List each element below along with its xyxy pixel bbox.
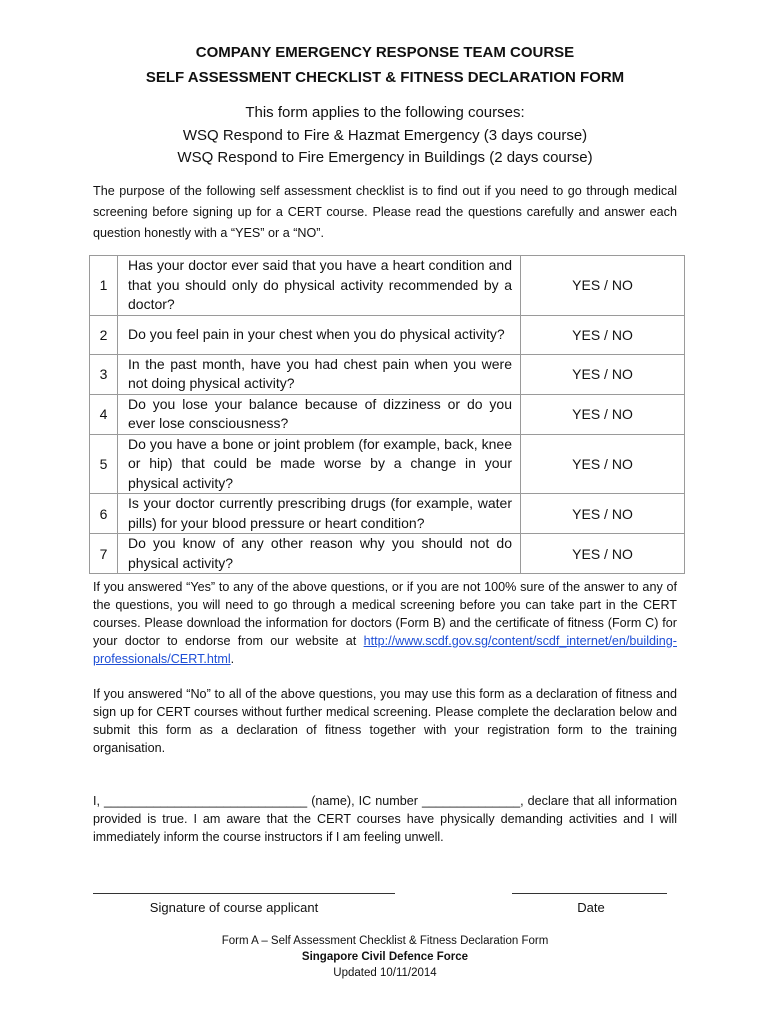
question-row [90, 256, 685, 316]
question-number: 3 [90, 354, 118, 394]
yes-instructions-text: If you answered “Yes” to any of the above questions, or if you are not 100% sure of the answer to any of the questions, you will need to go through a medical screening before you can take part in the CERT courses. Please download the information for doctors (Form B) and the certificate of fitness (Form C) for your doctor to endorse from our website at [93, 580, 677, 648]
date-line[interactable] [512, 893, 667, 894]
declaration-paragraph: I, _____________________________ (name), IC number ______________, declare that all information provided is true. I am aware that the CERT courses have physically demanding activities and I will immediately inform the course instructors if I am feeling unwell. [93, 794, 677, 844]
footer-updated-date: Updated 10/11/2014 [333, 967, 437, 979]
question-row [90, 494, 685, 534]
question-row [90, 434, 685, 494]
applicable-courses [0, 102, 770, 170]
applies-intro: This form applies to the following courses: [245, 104, 525, 121]
question-text: Do you lose your balance because of dizziness or do you ever lose consciousness? [118, 394, 521, 434]
course-item-1: WSQ Respond to Fire & Hazmat Emergency (3 days course) [182, 126, 588, 144]
question-number: 7 [90, 534, 118, 574]
question-row [90, 534, 685, 574]
purpose-paragraph: The purpose of the following self assessment checklist is to find out if you need to go through medical screening before signing up for a CERT course. Please read the questions carefully and answer each question honestly with a “YES” or a “NO”. [93, 184, 677, 240]
question-text: Has your doctor ever said that you have a heart condition and that you should only do physical activity recommended by a doctor? [118, 256, 521, 316]
yes-no-answer[interactable]: YES / NO [521, 315, 685, 354]
footer-form-name: Form A – Self Assessment Checklist & Fitness Declaration Form [221, 935, 549, 947]
question-row [90, 354, 685, 394]
scdf-website-link[interactable]: http://www.scdf.gov.sg/content/scdf_internet/en/building-professionals/CERT.html [93, 634, 677, 666]
course-item-2: WSQ Respond to Fire Emergency in Buildings (2 days course) [177, 149, 593, 166]
yes-no-answer[interactable]: YES / NO [521, 394, 685, 434]
yes-no-answer[interactable]: YES / NO [521, 256, 685, 316]
yes-no-answer[interactable]: YES / NO [521, 354, 685, 394]
date-label: Date [577, 900, 605, 915]
question-number: 2 [90, 315, 118, 354]
checklist-table [89, 255, 685, 574]
question-number: 5 [90, 434, 118, 494]
yes-instructions-end: . [230, 652, 235, 666]
question-row [90, 315, 685, 354]
question-text: Do you know of any other reason why you should not do physical activity? [118, 534, 521, 574]
question-number: 6 [90, 494, 118, 534]
signature-line[interactable] [93, 893, 395, 894]
question-row [90, 394, 685, 434]
no-instructions-paragraph: If you answered “No” to all of the above questions, you may use this form as a declaration of fitness and sign up for CERT courses without further medical screening. Please complete the declaration below and submit this form as a declaration of fitness together with your registration form to the training organisation. [93, 687, 677, 755]
yes-no-answer[interactable]: YES / NO [521, 434, 685, 494]
signature-label: Signature of course applicant [149, 900, 319, 915]
yes-instructions-paragraph [93, 578, 677, 668]
question-number: 4 [90, 394, 118, 434]
question-text: In the past month, have you had chest pain when you were not doing physical activity? [118, 354, 521, 394]
footer-organisation: Singapore Civil Defence Force [301, 951, 469, 963]
footer [0, 933, 770, 981]
question-number: 1 [90, 256, 118, 316]
yes-no-answer[interactable]: YES / NO [521, 494, 685, 534]
document-subtitle: SELF ASSESSMENT CHECKLIST & FITNESS DECLARATION FORM [145, 69, 625, 86]
yes-no-answer[interactable]: YES / NO [521, 534, 685, 574]
document-title: COMPANY EMERGENCY RESPONSE TEAM COURSE [195, 44, 575, 61]
question-text: Do you have a bone or joint problem (for example, back, knee or hip) that could be made worse by a change in your physical activity? [118, 434, 521, 494]
question-text: Do you feel pain in your chest when you do physical activity? [118, 315, 521, 354]
question-text: Is your doctor currently prescribing drugs (for example, water pills) for your blood pressure or heart condition? [118, 494, 521, 534]
